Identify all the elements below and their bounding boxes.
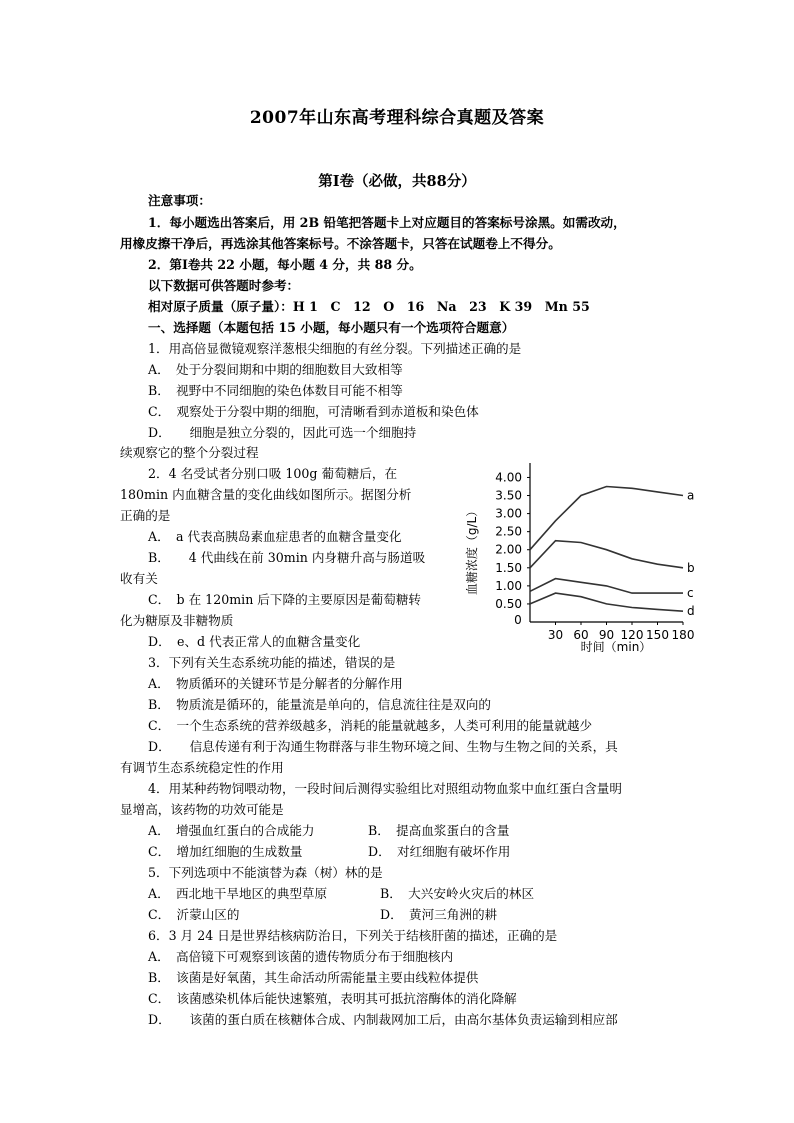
chart-series-label-b: b <box>687 560 695 575</box>
chart-y-tick-label: 0.50 <box>495 596 522 611</box>
blood-glucose-chart <box>458 455 703 655</box>
question-1-option-a: A． 处于分裂间期和中期的细胞数目大致相等 <box>148 362 403 377</box>
question-4-option-c: C． 增加红细胞的生成数量 <box>148 844 303 859</box>
notice-item-1: 1．每小题选出答案后，用 2B 铅笔把答题卡上对应题目的答案标号涂黑。如需改动， <box>148 215 626 230</box>
chart-y-tick-label: 4.00 <box>495 470 522 485</box>
question-5-option-b: B． 大兴安岭火灾后的林区 <box>380 886 535 901</box>
chart-y-tick-label: 1.00 <box>495 578 522 593</box>
chart-y-tick-label: 3.00 <box>495 506 522 521</box>
question-5-option-d: D． 黄河三角洲的耕 <box>380 907 498 922</box>
question-6-option-a: A． 高倍镜下可观察到该菌的遗传物质分布于细胞核内 <box>148 949 454 964</box>
question-2-option-b-continued: 收有关 <box>120 571 158 586</box>
chart-y-tick-label: 2.00 <box>495 542 522 557</box>
question-2-stem-line-3: 正确的是 <box>120 508 171 523</box>
question-6-option-c: C． 该菌感染机体后能快速繁殖，表明其可抵抗溶酶体的消化降解 <box>148 991 517 1006</box>
question-2-option-a: A． a 代表高胰岛素血症患者的血糖含量变化 <box>148 529 402 544</box>
atomic-mass-line: 相对原子质量（原子量）：H 1 C 12 O 16 Na 23 K 39 Mn 55 <box>148 299 590 314</box>
chart-series-label-a: a <box>687 488 695 503</box>
chart-series-label-d: d <box>687 604 695 619</box>
chart-series-label-c: c <box>687 586 694 601</box>
question-6-stem: 6．3 月 24 日是世界结核病防治日，下列关于结核肝菌的描述，正确的是 <box>148 928 558 943</box>
chart-x-tick-label: 30 <box>547 628 564 642</box>
question-4-option-b: B． 提高血浆蛋白的含量 <box>368 823 510 838</box>
chart-series-line-b <box>530 541 683 568</box>
chart-x-tick-label: 150 <box>646 628 669 642</box>
question-2-option-b: B． 4 代曲线在前 30min 内身糖升高与肠道吸 <box>148 550 426 565</box>
reference-heading: 以下数据可供答题时参考： <box>148 278 300 293</box>
question-4-stem: 4．用某种药物饲喂动物，一段时间后测得实验组比对照组动物血浆中血红蛋白含量明 <box>148 781 622 796</box>
question-3-stem: 3．下列有关生态系统功能的描述，错误的是 <box>148 655 396 670</box>
question-5-stem: 5．下列选项中不能演替为森（树）林的是 <box>148 865 383 880</box>
chart-x-axis-label: 时间（min） <box>580 640 652 654</box>
chart-x-tick-label: 0 <box>514 613 522 627</box>
notice-item-1-continued: 用橡皮擦干净后，再选涂其他答案标号。不涂答题卡，只答在试题卷上不得分。 <box>120 236 561 251</box>
question-3-option-c: C． 一个生态系统的营养级越多，消耗的能量就越多，人类可利用的能量就越少 <box>148 718 593 733</box>
part-one-heading: 一、选择题（本题包括 15 小题，每小题只有一个选项符合题意） <box>148 320 515 335</box>
question-2-option-c-continued: 化为糖原及非糖物质 <box>120 613 234 628</box>
notice-item-2: 2．第Ⅰ卷共 22 小题，每小题 4 分，共 88 分。 <box>148 257 422 272</box>
question-1-option-b: B． 视野中不同细胞的染色体数目可能不相等 <box>148 383 403 398</box>
chart-y-ticks <box>495 470 530 610</box>
question-2-stem: 2．4 名受试者分别口吸 100g 葡萄糖后，在 <box>148 466 398 481</box>
question-6-option-d: D． 该菌的蛋白质在核糖体合成、内制裁网加工后，由高尔基体负责运输到相应部 <box>148 1012 618 1027</box>
chart-series <box>530 487 695 619</box>
question-1-option-d-continued: 续观察它的整个分裂过程 <box>120 445 259 460</box>
question-5-option-c: C． 沂蒙山区的 <box>148 907 240 922</box>
question-1-option-c: C． 观察处于分裂中期的细胞，可清晰看到赤道板和染色体 <box>148 404 479 419</box>
question-4-option-d: D． 对红细胞有破坏作用 <box>368 844 511 859</box>
question-3-option-a: A． 物质循环的关键环节是分解者的分解作用 <box>148 676 403 691</box>
chart-y-tick-label: 1.50 <box>495 560 522 575</box>
chart-series-line-a <box>530 487 683 550</box>
chart-x-tick-label: 90 <box>598 628 615 642</box>
question-6-option-b: B． 该菌是好氧菌，其生命活动所需能量主要由线粒体提供 <box>148 970 479 985</box>
chart-series-line-c <box>530 579 683 594</box>
document-title: 2007年山东高考理科综合真题及答案 <box>249 108 545 128</box>
question-2-option-c: C． b 在 120min 后下降的主要原因是葡萄糖转 <box>148 592 422 607</box>
chart-y-tick-label: 2.50 <box>495 524 522 539</box>
question-1-stem: 1．用高倍显微镜观察洋葱根尖细胞的有丝分裂。下列描述正确的是 <box>148 341 522 356</box>
question-4-stem-line-2: 显增高，该药物的功效可能是 <box>120 802 284 817</box>
chart-x-tick-label: 180 <box>671 628 695 642</box>
chart-series-line-d <box>530 593 683 611</box>
chart-x-tick-label: 120 <box>620 628 644 642</box>
question-1-option-d: D． 细胞是独立分裂的，因此可选一个细胞持 <box>148 425 417 440</box>
question-4-option-a: A． 增强血红蛋白的合成能力 <box>148 823 315 838</box>
question-5-option-a: A． 西北地干旱地区的典型草原 <box>148 886 328 901</box>
chart-y-axis-label: 血糖浓度（g/L） <box>465 504 479 596</box>
section-title: 第Ⅰ卷（必做，共88分） <box>318 173 476 190</box>
question-2-option-d: D． e、d 代表正常人的血糖含量变化 <box>148 634 361 649</box>
question-2-stem-line-2: 180min 内血糖含量的变化曲线如图所示。据图分析 <box>120 487 412 502</box>
question-3-option-b: B． 物质流是循环的，能量流是单向的，信息流往往是双向的 <box>148 697 491 712</box>
chart-x-ticks <box>514 613 694 642</box>
notice-heading: 注意事项： <box>148 193 211 208</box>
question-3-option-d-continued: 有调节生态系统稳定性的作用 <box>120 760 284 775</box>
chart-y-tick-label: 3.50 <box>495 488 522 503</box>
question-3-option-d: D． 信息传递有利于沟通生物群落与非生物环境之间、生物与生物之间的关系，具 <box>148 739 618 754</box>
chart-x-tick-label: 60 <box>573 628 589 642</box>
